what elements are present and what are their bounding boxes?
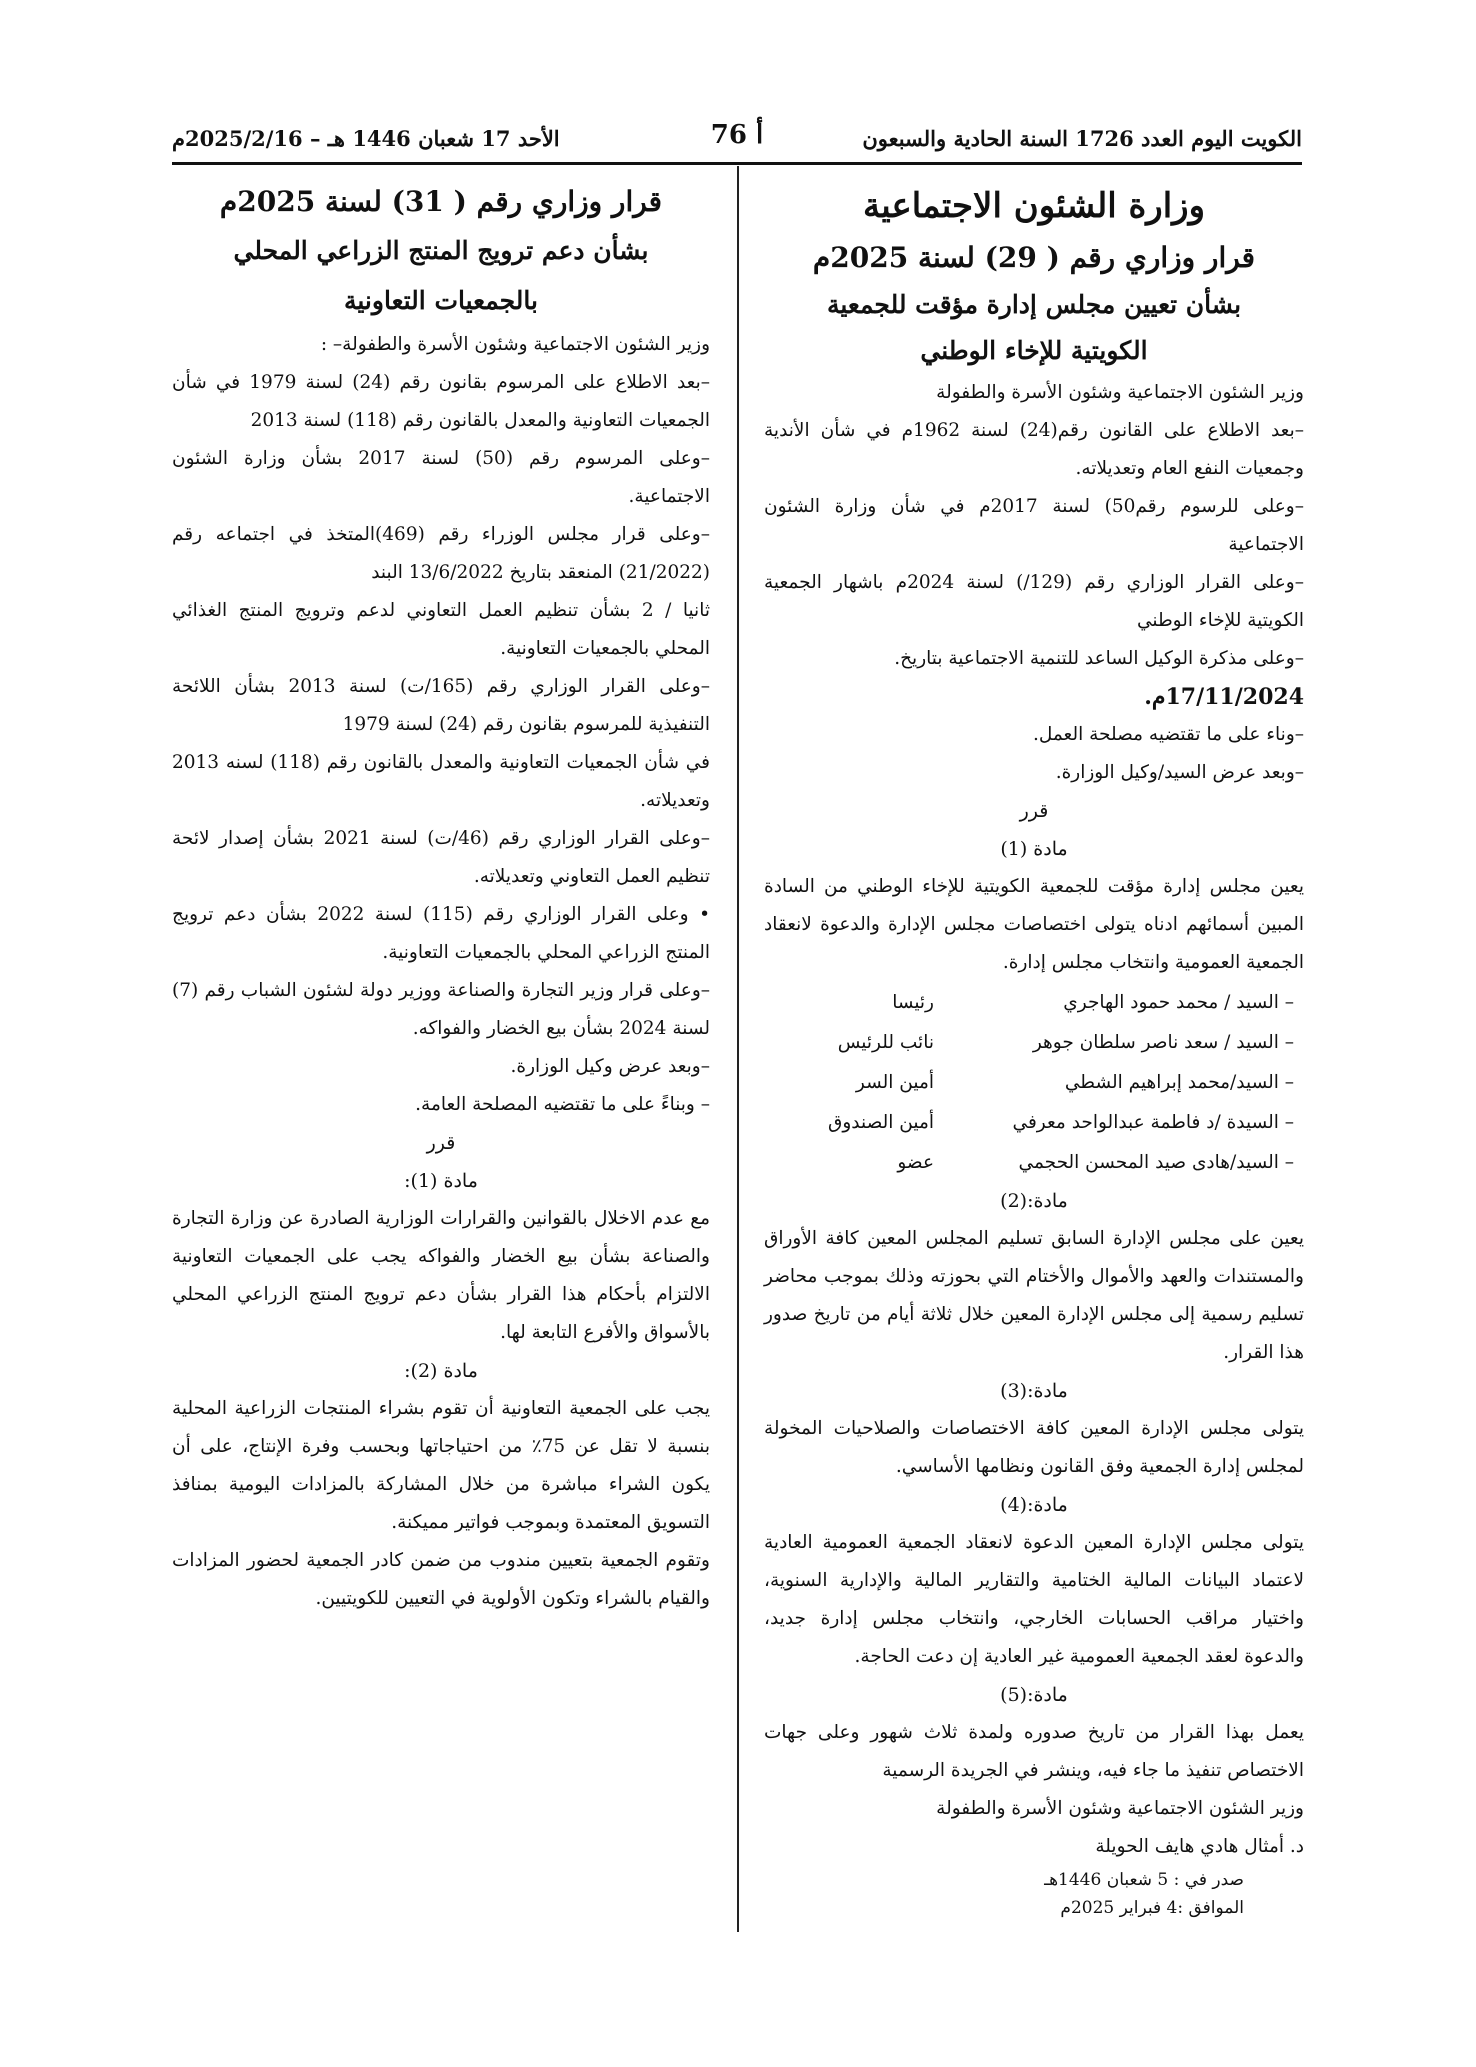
recital-8: • وعلى القرار الوزاري رقم (115) لسنة 2022 بشأن دعم ترويج المنتج الزراعي المحلي بالجمعيات التعاونية.: [172, 904, 710, 963]
member-role: نائب للرئيس: [837, 1031, 934, 1053]
article-2-heading: مادة (2):: [404, 1360, 478, 1382]
recital-6: –وبعد عرض السيد/وكيل الوزارة.: [1055, 762, 1304, 783]
article-2-text-continued: وتقوم الجمعية بتعيين مندوب من ضمن كادر الجمعية لحضور المزادات والقيام بالشراء وتكون الأولوية في التعيين للكويتيين.: [172, 1550, 710, 1609]
header-rule: [172, 162, 1302, 165]
member-role: رئيسا: [892, 991, 934, 1013]
article-1-text: مع عدم الاخلال بالقوانين والقرارات الوزارية الصادرة عن وزارة التجارة والصناعة بشأن بيع الخضار والفواكه يجب على الجمعيات التعاونية الالتزام بأحكام هذا القرار بشأن دعم ترويج المنتج الزراعي المحلي بالأسواق والأفرع التابعة لها.: [172, 1208, 710, 1343]
decree-29-title: قرار وزاري رقم ( 29) لسنة 2025م: [812, 241, 1256, 274]
column-divider: [737, 166, 739, 1932]
article-1-heading: مادة (1):: [404, 1170, 478, 1192]
board-members-list: [764, 982, 1304, 1182]
list-item: [764, 1102, 1304, 1142]
article-5-heading: مادة:(5): [1000, 1684, 1068, 1706]
recital-3: –وعلى قرار مجلس الوزراء رقم (469)المتخذ في اجتماعه رقم (21/2022) المنعقد بتاريخ 13/6/2022 البند: [172, 524, 710, 583]
member-role: عضو: [897, 1151, 934, 1173]
article-3-text: يتولى مجلس الإدارة المعين كافة الاختصاصات والصلاحيات المخولة لمجلس إدارة الجمعية وفق القانون ونظامها الأساسي.: [764, 1418, 1304, 1477]
minister-intro: وزير الشئون الاجتماعية وشئون الأسرة والطفولة: [936, 382, 1304, 403]
recital-4-date: 17/11/2024م.: [1144, 684, 1304, 710]
recital-10: –وبعد عرض وكيل الوزارة.: [510, 1056, 710, 1077]
article-2-text: يعين على مجلس الإدارة السابق تسليم المجلس المعين كافة الأوراق والمستندات والعهد والأموال والأختام التي بحوزته وذلك بموجب محاضر تسليم رسمية إلى مجلس الإدارة المعين خلال ثلاثة أيام من تاريخ صدور هذا القرار.: [764, 1228, 1304, 1363]
right-column: [764, 178, 1304, 1922]
decided-label: قرر: [426, 1132, 456, 1154]
ministry-title: وزارة الشئون الاجتماعية: [862, 186, 1206, 226]
issue-date-gregorian: الموافق :4 فبراير 2025م: [1060, 1898, 1244, 1918]
recital-5: –وناء على ما تقتضيه مصلحة العمل.: [1032, 724, 1304, 745]
minister-intro: وزير الشئون الاجتماعية وشئون الأسرة والطفولة– :: [320, 334, 710, 355]
recital-2: –وعلى المرسوم رقم (50) لسنة 2017 بشأن وزارة الشئون الاجتماعية.: [172, 448, 710, 507]
recital-4: –وعلى مذكرة الوكيل الساعد للتنمية الاجتماعية بتاريخ.: [894, 648, 1304, 669]
signatory-title: وزير الشئون الاجتماعية وشئون الأسرة والطفولة: [936, 1798, 1304, 1819]
decided-label: قرر: [1019, 800, 1049, 822]
header-page-number: أ 76: [710, 120, 764, 150]
member-name: – السيدة /د فاطمة عبدالواحد معرفي: [1012, 1111, 1294, 1133]
article-1-text: يعين مجلس إدارة مؤقت للجمعية الكويتية للإخاء الوطني من السادة المبين أسمائهم ادناه يتولى اختصاصات مجلس الإدارة والدعوة لانعقاد الجمعية العمومية وانتخاب مجلس إدارة.: [764, 876, 1304, 973]
list-item: [764, 1022, 1304, 1062]
recital-3: –وعلى القرار الوزاري رقم (129/) لسنة 2024م باشهار الجمعية الكويتية للإخاء الوطني: [764, 572, 1304, 631]
article-1-heading: مادة (1): [1000, 838, 1068, 860]
article-4-text: يتولى مجلس الإدارة المعين الدعوة لانعقاد الجمعية العمومية العادية لاعتماد البيانات المالية الختامية والتقارير المالية والإدارية السنوية، واختيار مراقب الحسابات الخارجي، وانتخاب مجلس إدارة جديد، والدعوة لعقد الجمعية العمومية غير العادية إن دعت الحاجة.: [764, 1532, 1304, 1667]
list-item: [764, 982, 1304, 1022]
issue-date-hijri: صدر في : 5 شعبان 1446هـ: [1044, 1870, 1244, 1890]
member-name: – السيد / محمد حمود الهاجري: [1063, 991, 1294, 1013]
recital-5: –وعلى القرار الوزاري رقم (165/ت) لسنة 2013 بشأن اللائحة التنفيذية للمرسوم بقانون رقم (24) لسنة 1979: [172, 676, 710, 735]
list-item: [764, 1062, 1304, 1102]
recital-2: –وعلى للرسوم رقم50) لسنة 2017م في شأن وزارة الشئون الاجتماعية: [764, 496, 1304, 555]
decree-29-subject-line-1: بشأن تعيين مجلس إدارة مؤقت للجمعية: [826, 290, 1242, 319]
left-column: [172, 178, 710, 1618]
article-5-text: يعمل بهذا القرار من تاريخ صدوره ولمدة ثلاث شهور وعلى جهات الاختصاص تنفيذ ما جاء فيه، وينشر في الجريدة الرسمية: [764, 1722, 1304, 1781]
list-item: [764, 1142, 1304, 1182]
member-role: أمين الصندوق: [828, 1111, 934, 1133]
header-date: الأحد 17 شعبان 1446 هـ – 2025/2/16م: [172, 126, 560, 151]
signatory-name: د. أمثال هادي هايف الحويلة: [1095, 1836, 1304, 1857]
decree-29-subject-line-2: الكويتية للإخاء الوطني: [920, 336, 1148, 365]
recital-1: –بعد الاطلاع على المرسوم بقانون رقم (24) لسنة 1979 في شأن الجمعيات التعاونية والمعدل بالقانون رقم (118) لسنة 2013: [172, 372, 710, 431]
member-name: – السيد / سعد ناصر سلطان جوهر: [1032, 1031, 1294, 1053]
recital-11: – وبناءً على ما تقتضيه المصلحة العامة.: [415, 1094, 710, 1115]
decree-31-subject-line-1: بشأن دعم ترويج المنتج الزراعي المحلي: [233, 236, 649, 265]
header-issue: الكويت اليوم العدد 1726 السنة الحادية والسبعون: [862, 126, 1302, 151]
article-4-heading: مادة:(4): [1000, 1494, 1068, 1516]
recital-6: في شأن الجمعيات التعاونية والمعدل بالقانون رقم (118) لسنه 2013 وتعديلاته.: [172, 752, 710, 811]
decree-31-subject-line-2: بالجمعيات التعاونية: [343, 286, 538, 315]
recital-4: ثانيا / 2 بشأن تنظيم العمل التعاوني لدعم وترويج المنتج الغذائي المحلي بالجمعيات التعاونية.: [172, 600, 710, 659]
member-name: – السيد/هادى صيد المحسن الحجمي: [1018, 1151, 1294, 1173]
recital-9: –وعلى قرار وزير التجارة والصناعة ووزير دولة لشئون الشباب رقم (7) لسنة 2024 بشأن بيع الخضار والفواكه.: [172, 980, 710, 1039]
recital-1: –بعد الاطلاع على القانون رقم(24) لسنة 1962م في شأن الأندية وجمعيات النفع العام وتعديلاته.: [764, 420, 1305, 479]
article-3-heading: مادة:(3): [1000, 1380, 1068, 1402]
page-header: [172, 118, 1302, 160]
recital-7: –وعلى القرار الوزاري رقم (46/ت) لسنة 2021 بشأن إصدار لائحة تنظيم العمل التعاوني وتعديلاته.: [172, 828, 710, 887]
member-name: – السيد/محمد إبراهيم الشطي: [1064, 1071, 1294, 1093]
article-2-heading: مادة:(2): [1000, 1190, 1068, 1212]
member-role: أمين السر: [855, 1071, 934, 1093]
decree-31-title: قرار وزاري رقم ( 31) لسنة 2025م: [219, 185, 663, 218]
article-2-text: يجب على الجمعية التعاونية أن تقوم بشراء المنتجات الزراعية المحلية بنسبة لا تقل عن 75٪ من احتياجاتها وبحسب وفرة الإنتاج، على أن يكون الشراء مباشرة من خلال المشاركة بالمزادات اليومية بمنافذ التسويق المعتمدة وبموجب فواتير مميكنة.: [172, 1398, 710, 1533]
